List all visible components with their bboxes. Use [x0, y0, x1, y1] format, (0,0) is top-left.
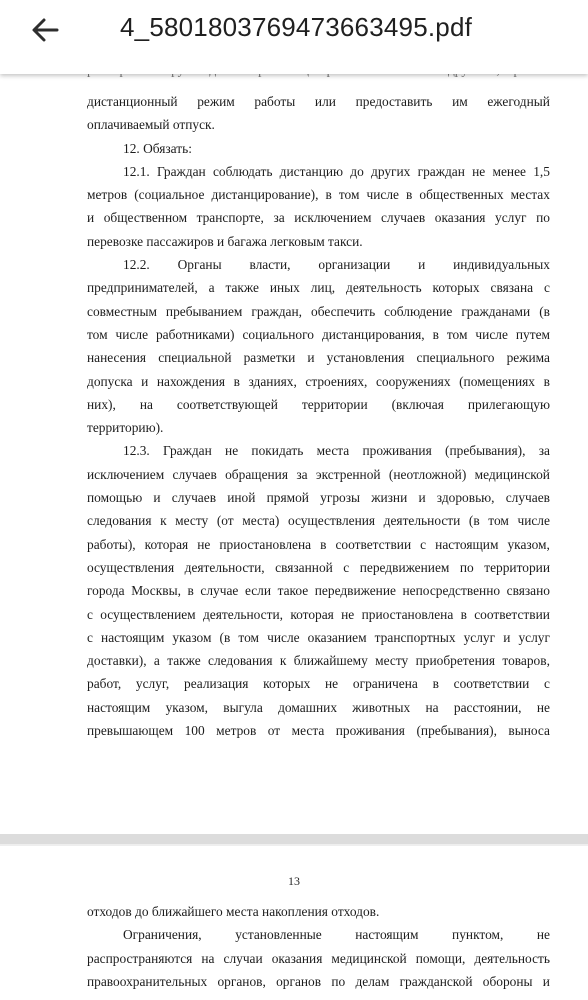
text-line: 12.1. Граждан соблюдать дистанцию до других граждан не менее 1,5	[123, 163, 550, 179]
page-separator	[0, 834, 588, 844]
text-line: работы), которая не приостановлена в соответствии с настоящим указом,	[87, 536, 550, 552]
text-line: предпринимателей, а также иных лиц, деятельность которых связана с	[87, 280, 550, 296]
text-line: распространяются на случаи оказания медицинской помощи, деятельность	[87, 950, 550, 966]
text-line: них), на соответствующей территории (включая прилегающую	[87, 396, 550, 412]
text-line: исключением случаев обращения за экстренной (неотложной) медицинской	[87, 466, 550, 482]
text-line: Ограничения, установленные настоящим пунктом, не	[123, 927, 550, 943]
arrow-left-icon	[30, 15, 60, 45]
text-line: и общественном транспорте, за исключением случаев оказания услуг по	[87, 210, 550, 226]
page-body-text	[87, 90, 550, 742]
text-line: 12.3. Граждан не покидать места проживания (пребывания), за	[123, 443, 550, 459]
text-line: оплачиваемый отпуск.	[87, 117, 215, 133]
text-line: города Москвы, в случае если такое передвижение непосредственно связано	[87, 583, 550, 599]
text-line: превышающем 100 метров от места проживания (пребывания), выноса	[87, 723, 550, 739]
text-line: работ, услуг, реализация которых не ограничена в соответствии с	[87, 676, 550, 692]
text-line: дистанционный режим работы или предоставить им ежегодный	[87, 94, 550, 109]
text-line: нанесения специальной разметки и установления специального режима	[87, 350, 550, 366]
text-line: перевозке пассажиров и багажа легковым такси.	[87, 233, 363, 249]
page-body-text	[87, 900, 550, 993]
pdf-page-12	[0, 74, 588, 834]
text-line: территорию).	[87, 420, 164, 436]
text-line: 12. Обязать:	[123, 140, 192, 156]
text-line: с настоящим указом (в том числе оказанием транспортных услуг и услуг	[87, 629, 550, 645]
text-line: следования к месту (от места) осуществления деятельности (в том числе	[87, 513, 550, 529]
pdf-page-13	[0, 846, 588, 1000]
text-line: настоящим указом, выгула домашних животных на расстоянии, не	[87, 699, 550, 715]
text-line: помощью и случаев иной прямой угрозы жизни и здоровью, случаев	[87, 490, 550, 506]
text-line: осуществления деятельности, связанной с передвижением по территории	[87, 559, 550, 575]
text-line: 12.2. Органы власти, организации и индивидуальных	[123, 257, 550, 273]
page-number: 13	[288, 874, 300, 888]
document-title: 4_5801803769473663495.pdf	[120, 12, 473, 42]
text-line: отходов до ближайшего места накопления отходов.	[87, 904, 380, 919]
text-line: допуска и нахождения в зданиях, строениях, сооружениях (помещениях в	[87, 373, 550, 389]
top-app-bar	[0, 0, 588, 74]
text-line: метров (социальное дистанцирование), в том числе в общественных местах	[87, 187, 550, 203]
text-line: доставки), а также следования к ближайшему месту приобретения товаров,	[87, 653, 550, 669]
text-line: с осуществлением деятельности, которая не приостановлена в соответствии	[87, 606, 550, 622]
text-line: совместным пребыванием граждан, обеспечить соблюдение гражданами (в	[87, 303, 550, 319]
text-line: правоохранительных органов, органов по делам гражданской обороны и	[87, 973, 550, 989]
text-line: том числе работниками) социального дистанцирования, в том числе путем	[87, 326, 550, 342]
back-button[interactable]	[18, 10, 72, 50]
